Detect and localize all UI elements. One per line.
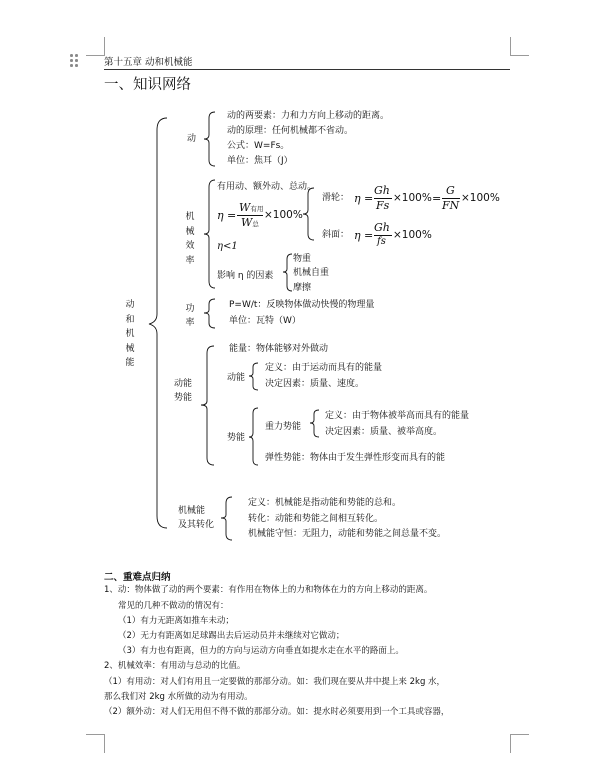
gravity-brace — [309, 409, 321, 439]
eta-symbol: η — [217, 209, 224, 222]
efficiency-brace — [203, 178, 217, 290]
power-label: 功 率 — [185, 304, 195, 328]
kinetic-brace — [248, 362, 260, 392]
header-rule — [104, 69, 510, 70]
crop-mark-bottom-left — [86, 734, 105, 753]
incline-equals: = — [364, 229, 374, 242]
paragraph-line: 1、动：物体做了动的两个要素：有作用在物体上的力和物体在力的方向上移动的距离。 — [104, 585, 433, 595]
efficiency-label: 机 械 效 率 — [185, 212, 195, 266]
factors-label: 影响 η 的因素 — [217, 271, 274, 281]
incline-times-100: ×100% — [393, 229, 432, 241]
power-item: 单位：瓦特（W） — [229, 316, 301, 326]
paragraph-line: （2）额外动：对人们无用但不得不做的那部分动。如：提水时必须要用到一个工具或容器， — [104, 707, 450, 717]
paragraph-line: （2）无力有距离如足球踢出去后运动员并未继续对它做动； — [118, 631, 345, 641]
incline-label: 斜面： — [322, 230, 350, 240]
paragraph-line: （3）有力也有距离，但力的方向与运动方向垂直如提水走在水平的路面上。 — [118, 646, 404, 656]
crop-mark-top-right — [510, 37, 529, 56]
pulley-fraction-2: G FN — [442, 184, 460, 212]
incline-eta: η — [354, 229, 361, 242]
pulley-times-100-2: ×100% — [461, 192, 500, 204]
eta-equals: = — [227, 209, 237, 222]
work-label: 动 — [187, 134, 197, 144]
gravity-item: 决定因素：质量、被举高度。 — [325, 427, 443, 437]
paragraph-line: 常见的几种不做动的情况有： — [118, 601, 229, 611]
power-item: P=W/t：反映物体做动快慢的物理量 — [229, 300, 375, 310]
factor-item: 摩擦 — [293, 283, 312, 293]
crop-mark-bottom-right — [510, 734, 529, 753]
kinetic-item: 决定因素：质量、速度。 — [265, 379, 365, 389]
pulley-eta: η — [354, 192, 361, 205]
formula-brace — [302, 186, 316, 242]
work-brace — [203, 110, 217, 168]
eta-fraction: W有用 W总 — [239, 201, 264, 229]
mechanical-item: 定义：机械能是指动能和势能的总和。 — [248, 498, 402, 508]
eta-times-100: ×100% — [264, 209, 303, 221]
work-item: 动的原理：任何机械都不省动。 — [227, 126, 354, 136]
mechanical-label: 机械能 及其转化 — [178, 506, 215, 530]
pulley-fraction-1: Gh Fs — [374, 184, 392, 214]
mechanical-item: 机械能守恒：无阻力，动能和势能之间总量不变。 — [248, 529, 447, 539]
work-item: 单位：焦耳（J） — [227, 156, 293, 166]
crop-mark-top-left — [86, 37, 105, 56]
power-brace — [203, 298, 217, 330]
incline-fraction: Gh fs — [374, 221, 392, 251]
pulley-equals-2: = — [432, 192, 442, 205]
gravity-potential-label: 重力势能 — [265, 422, 302, 432]
work-item: 动的两要素：力和力方向上移动的距离。 — [227, 111, 390, 121]
section2-title: 二、重难点归纳 — [104, 572, 171, 583]
paragraph-line: （1）有用动：对人们有用且一定要做的那部分动。如：我们现在要从井中提上来 2kg 水， — [104, 677, 446, 687]
energy-definition: 能量：物体能够对外做动 — [229, 344, 329, 354]
paragraph-line: 那么我们对 2kg 水所做的动为有用动。 — [104, 692, 253, 702]
paragraph-line: （1）有力无距离如推车未动； — [118, 616, 234, 626]
pulley-times-100: ×100% — [393, 192, 432, 204]
section1-title: 一、知识网络 — [104, 77, 191, 93]
factor-item: 机械自重 — [293, 268, 330, 278]
kinetic-label: 动能 — [227, 373, 246, 383]
root-brace — [147, 118, 169, 530]
drag-handle-icon[interactable] — [70, 54, 80, 68]
potential-label: 势能 — [227, 433, 246, 443]
kinetic-item: 定义：由于运动而具有的能量 — [265, 363, 383, 373]
efficiency-useful-line: 有用动、额外动、总动。 — [217, 182, 317, 192]
paragraph-line: 2、机械效率：有用动与总动的比值。 — [104, 661, 246, 671]
work-item: 公式：W=Fs。 — [227, 141, 290, 151]
root-label: 动 和 机 械 能 — [125, 300, 135, 368]
elastic-potential: 弹性势能：物体由于发生弹性形变而具有的能 — [265, 453, 446, 463]
mechanical-brace — [220, 496, 234, 542]
factor-item: 物重 — [293, 254, 312, 264]
potential-brace — [248, 407, 260, 467]
energy-brace — [200, 344, 216, 468]
mechanical-item: 转化：动能和势能之间相互转化。 — [248, 514, 384, 524]
pulley-equals: = — [364, 192, 374, 205]
gravity-item: 定义：由于物体被举高而具有的能量 — [325, 411, 470, 421]
pulley-label: 滑轮： — [322, 193, 350, 203]
energy-label: 动能 势能 — [174, 379, 193, 403]
chapter-title: 第十五章 动和机械能 — [104, 57, 193, 68]
eta-less-than-one: η<1 — [217, 241, 238, 252]
